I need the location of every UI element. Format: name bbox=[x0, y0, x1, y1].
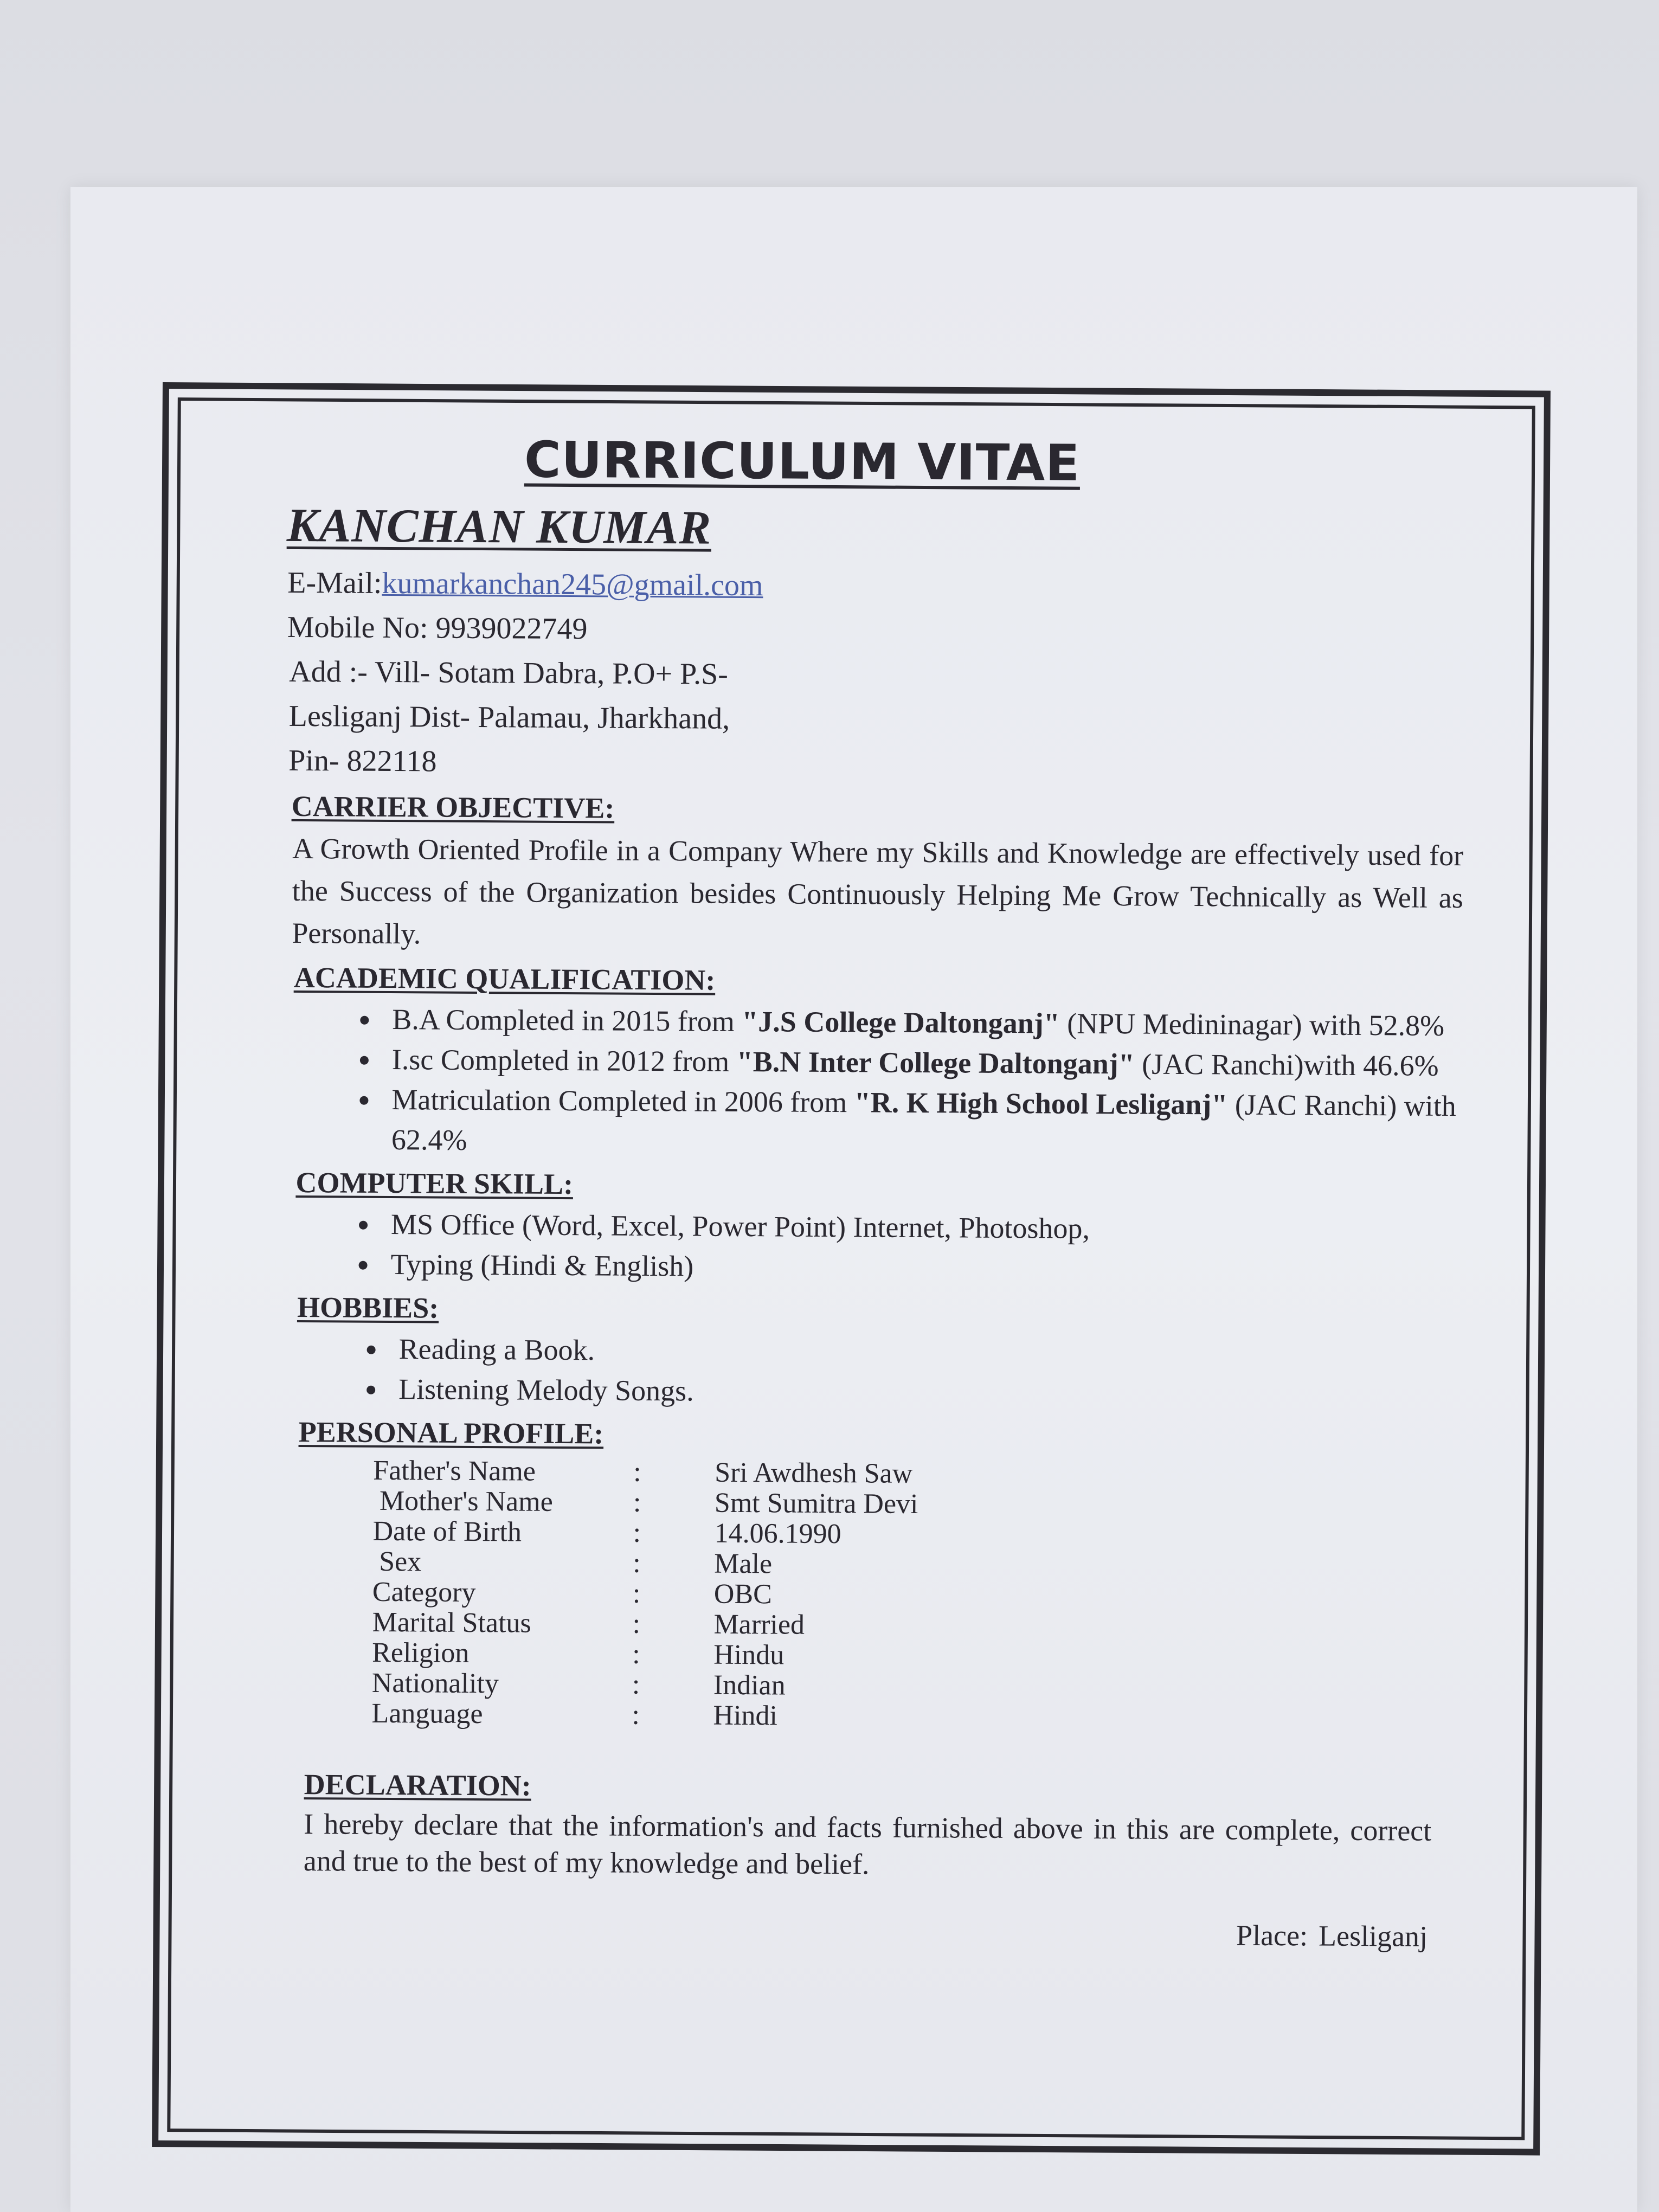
list-item: • MS Office (Word, Excel, Power Point) Internet, Photoshop, bbox=[380, 1204, 1491, 1251]
table-row: Mother's Name : Smt Sumitra Devi bbox=[379, 1485, 918, 1520]
address-line-3: Pin- 822118 bbox=[288, 743, 437, 779]
list-item: • Matriculation Completed in 2006 from "R. K High School Lesliganj" (JAC Ranchi) with 62.4% bbox=[381, 1079, 1493, 1167]
declaration-heading: DECLARATION: bbox=[304, 1768, 531, 1802]
table-row: Date of Birth : 14.06.1990 bbox=[372, 1515, 841, 1550]
personal-profile-heading: PERSONAL PROFILE: bbox=[298, 1415, 604, 1450]
list-item: • B.A Completed in 2015 from "J.S College Daltonganj" (NPU Medininagar) with 52.8% bbox=[381, 999, 1493, 1046]
table-row: Sex : Male bbox=[379, 1546, 773, 1580]
place-label: Place: bbox=[1236, 1919, 1308, 1952]
table-row: Nationality : Indian bbox=[371, 1667, 786, 1701]
computer-skill-list bbox=[325, 1204, 1491, 1291]
table-row: Religion : Hindu bbox=[372, 1637, 785, 1671]
table-row: Father's Name : Sri Awdhesh Saw bbox=[373, 1455, 913, 1489]
list-item: • Typing (Hindi & English) bbox=[380, 1244, 1491, 1291]
email-line bbox=[287, 561, 1479, 612]
candidate-name: KANCHAN KUMAR bbox=[286, 499, 712, 555]
list-item: • Listening Melody Songs. bbox=[388, 1369, 1499, 1416]
computer-skill-heading: COMPUTER SKILL: bbox=[295, 1166, 574, 1201]
objective-text: A Growth Oriented Profile in a Company Where my Skills and Knowledge are effectively used for the Success of the Organization besides Continuously Helping Me Grow Technically as Well as Personally. bbox=[292, 832, 1464, 950]
hobbies-list bbox=[333, 1328, 1500, 1416]
table-row: Category : OBC bbox=[372, 1576, 772, 1610]
table-row: Language : Hindi bbox=[371, 1697, 778, 1732]
address-line-1: Add :- Vill- Sotam Dabra, P.O+ P.S- bbox=[289, 654, 729, 691]
declaration-text: I hereby declare that the information's and facts furnished above in this are complete, correct and true to the best of my knowledge and belief. bbox=[303, 1808, 1432, 1881]
academic-list bbox=[326, 999, 1493, 1166]
hobbies-heading: HOBBIES: bbox=[297, 1290, 439, 1324]
email-link[interactable]: kumarkanchan245@gmail.com bbox=[382, 566, 763, 603]
mobile-line: Mobile No: 9939022749 bbox=[287, 610, 588, 646]
list-item: • I.sc Completed in 2012 from "B.N Inter College Daltonganj" (JAC Ranchi)with 46.6% bbox=[381, 1039, 1493, 1086]
document-title: CURRICULUM VITAE bbox=[524, 430, 1081, 492]
place-value: Lesliganj bbox=[1318, 1919, 1428, 1953]
personal-profile-table bbox=[371, 1456, 1474, 1735]
list-item: • Reading a Book. bbox=[388, 1329, 1499, 1376]
address-line-2: Lesliganj Dist- Palamau, Jharkhand, bbox=[288, 699, 730, 736]
academic-heading: ACADEMIC QUALIFICATION: bbox=[293, 961, 716, 996]
objective-heading: CARRIER OBJECTIVE: bbox=[291, 789, 615, 825]
email-label: E-Mail: bbox=[287, 565, 382, 600]
table-row: Marital Status : Married bbox=[372, 1606, 805, 1641]
cv-document bbox=[115, 428, 1480, 1953]
